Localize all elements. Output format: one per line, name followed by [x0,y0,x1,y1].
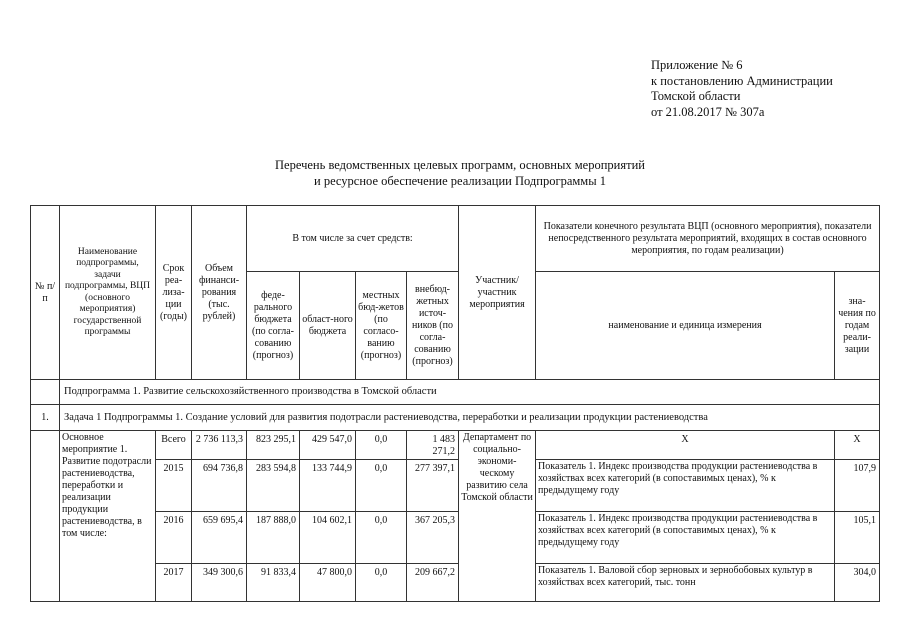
header-regional: област-ного бюджета [300,272,356,380]
period-cell: 2017 [156,564,192,602]
participant-cell: Департамент по социально-экономи-ческому развитию села Томской области [459,431,536,602]
document-title [150,158,770,189]
indicator-value-cell: 107,9 [835,460,880,512]
title-line: и ресурсное обеспечение реализации Подпрограммы 1 [314,173,606,188]
table-row [31,512,880,564]
regional-cell: 429 547,0 [300,431,356,460]
task-row [31,405,880,431]
extra-cell: 277 397,1 [407,460,459,512]
appendix-line: Томской области [651,89,741,103]
program-table [30,205,880,602]
regional-cell: 133 744,9 [300,460,356,512]
volume-cell: 349 300,6 [192,564,247,602]
table-row [31,564,880,602]
title-line: Перечень ведомственных целевых программ, основных мероприятий [275,158,645,172]
volume-cell: 694 736,8 [192,460,247,512]
header-indicator-values: зна-чения по годам реали-зации [835,272,880,380]
federal-cell: 187 888,0 [247,512,300,564]
extra-cell: 1 483 271,2 [407,431,459,460]
extra-cell: 367 205,3 [407,512,459,564]
header-federal: феде-рального бюджета (по согла-сованию (прогноз) [247,272,300,380]
subprogram-num-cell [31,380,60,405]
regional-cell: 47 800,0 [300,564,356,602]
task-num: 1. [31,405,60,431]
indicator-cell: Показатель 1. Индекс производства продукции растениеводства в хозяйствах всех категорий (в сопоставимых ценах), % к предыдущему году [536,512,835,564]
local-cell: 0,0 [356,512,407,564]
local-cell: 0,0 [356,460,407,512]
activity-name: Основное мероприятие 1. Развитие подотрасли растениеводства, переработки и реализации продукции растениеводства, в том числе: [60,431,156,602]
indicator-value-cell: 105,1 [835,512,880,564]
indicator-cell: Показатель 1. Валовой сбор зерновых и зернобобовых культур в хозяйствах всех категорий, тыс. тонн [536,564,835,602]
local-cell: 0,0 [356,564,407,602]
header-num: № п/п [31,206,60,380]
table-row [31,431,880,460]
period-cell: 2016 [156,512,192,564]
regional-cell: 104 602,1 [300,512,356,564]
local-cell: 0,0 [356,431,407,460]
task-title: Задача 1 Подпрограммы 1. Создание условий для развития подотрасли растениеводства, переработки и реализации продукции растениеводства [60,405,880,431]
header-participant: Участник/ участник мероприятия [459,206,536,380]
header-row [31,206,880,272]
federal-cell: 283 594,8 [247,460,300,512]
indicator-cell: X [536,431,835,460]
appendix-line: Приложение № 6 [651,58,743,72]
header-including: В том числе за счет средств: [247,206,459,272]
volume-cell: 659 695,4 [192,512,247,564]
indicator-cell: Показатель 1. Индекс производства продукции растениеводства в хозяйствах всех категорий (в сопоставимых ценах), % к предыдущему году [536,460,835,512]
activity-num-cell [31,431,60,602]
federal-cell: 91 833,4 [247,564,300,602]
indicator-value-cell: 304,0 [835,564,880,602]
appendix-block [651,58,833,120]
indicator-value-cell: X [835,431,880,460]
header-name: Наименование подпрограммы, задачи подпрограммы, ВЦП (основного мероприятия) государственной программы [60,206,156,380]
header-extra: внебюд-жетных источ-ников (по согла-сованию (прогноз) [407,272,459,380]
table-row [31,460,880,512]
volume-cell: 2 736 113,3 [192,431,247,460]
header-local: местных бюд-жетов (по согласо-ванию (прогноз) [356,272,407,380]
period-cell: Всего [156,431,192,460]
header-indicators: Показатели конечного результата ВЦП (основного мероприятия), показатели непосредственного результата мероприятий, входящих в состав основного мероприятия, по годам реализации) [536,206,880,272]
period-cell: 2015 [156,460,192,512]
header-term: Срок реа-лиза-ции (годы) [156,206,192,380]
subprogram-row [31,380,880,405]
header-indicator-name: наименование и единица измерения [536,272,835,380]
subprogram-title: Подпрограмма 1. Развитие сельскохозяйственного производства в Томской области [60,380,880,405]
appendix-line: к постановлению Администрации [651,73,833,88]
header-volume: Объем финанси-рования (тыс. рублей) [192,206,247,380]
federal-cell: 823 295,1 [247,431,300,460]
extra-cell: 209 667,2 [407,564,459,602]
appendix-line: от 21.08.2017 № 307а [651,104,765,119]
